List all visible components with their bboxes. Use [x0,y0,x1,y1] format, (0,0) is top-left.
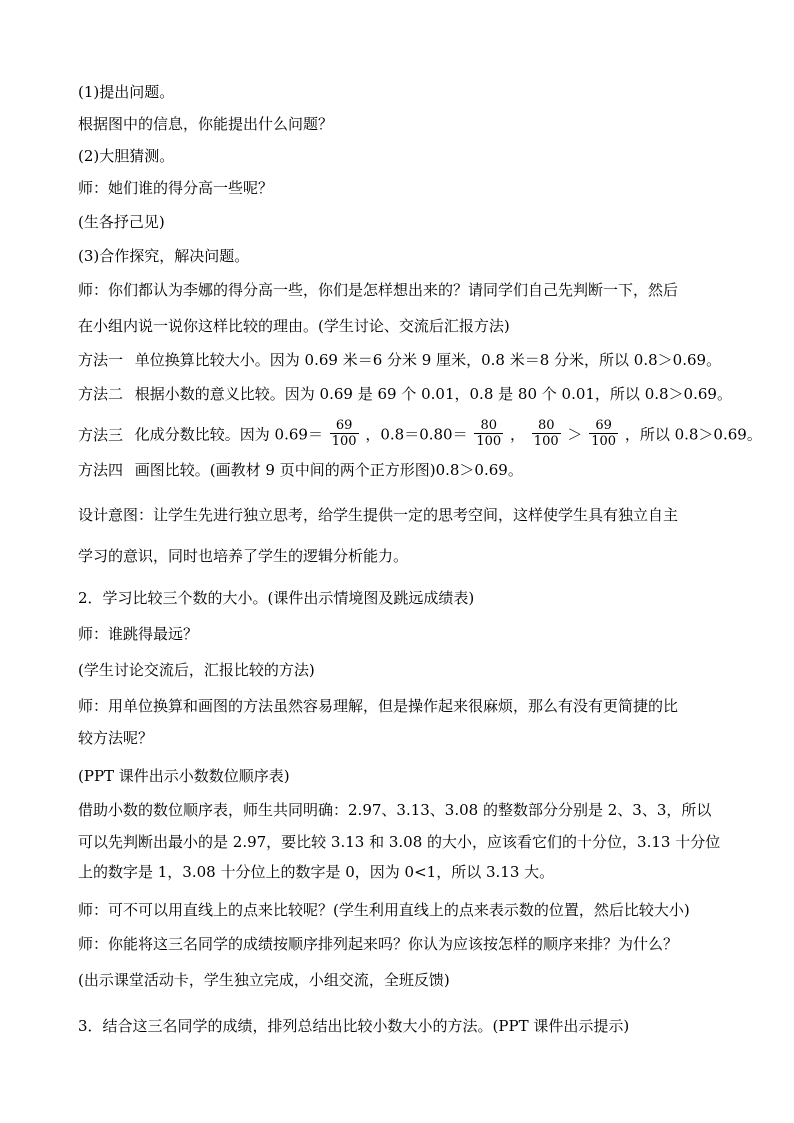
text-line: 2．学习比较三个数的大小。(课件出示情境图及跳远成绩表) [78,589,475,607]
fraction [474,418,503,449]
fraction-denominator: 100 [476,434,502,449]
method-one [78,350,721,370]
text-line: 师：谁跳得最远？ [78,625,199,643]
text-line: (2)大胆猜测。 [78,147,175,165]
method-label: 方法三 [78,425,124,444]
text-line: (PPT 课件出示小数数位顺序表) [78,767,290,785]
fraction-denominator: 100 [331,434,357,449]
greater-than-sign: ＞ [567,425,583,444]
method-two [78,384,732,404]
text-line: 设计意图：让学生先进行独立思考，给学生提供一定的思考空间，这样使学生具有独立自主 [78,506,679,524]
method-text: ， [510,425,526,444]
method-text: 根据小数的意义比较。因为 0.69 是 69 个 0.01，0.8 是 80 个 0.01，所以 0.8＞0.69。 [134,385,732,403]
method-text: ，所以 0.8＞0.69。 [624,425,762,444]
text-line: 师：可不可以用直线上的点来比较呢？(学生利用直线上的点来表示数的位置，然后比较大小) [78,901,690,919]
fraction-numerator: 69 [330,418,359,434]
text-line: 较方法呢？ [78,729,154,747]
text-line: (学生讨论交流后，汇报比较的方法) [78,661,315,679]
fraction [589,418,618,449]
text-line: 借助小数的数位顺序表，师生共同明确：2.97、3.13、3.08 的整数部分分别是 2、3、3，所以 [78,801,712,819]
text-line: 根据图中的信息，你能提出什么问题？ [78,115,334,133]
text-line: 上的数字是 1，3.08 十分位上的数字是 0，因为 0<1，所以 3.13 大。 [78,863,555,881]
fraction-denominator: 100 [533,434,559,449]
text-line: 师：她们谁的得分高一些呢？ [78,179,274,197]
text-line: (生各抒己见) [78,213,165,231]
fraction-numerator: 80 [532,418,561,434]
text-line: 学习的意识，同时也培养了学生的逻辑分析能力。 [78,547,409,565]
text-line: 可以先判断出最小的是 2.97，要比较 3.13 和 3.08 的大小，应该看它们的十分位，3.13 十分位 [78,833,721,851]
text-line: 师：你能将这三名同学的成绩按顺序排列起来吗？你认为应该按怎样的顺序来排？为什么？ [78,935,679,953]
method-text: 画图比较。(画教材 9 页中间的两个正方形图)0.8＞0.69。 [134,461,523,479]
fraction-numerator: 69 [589,418,618,434]
method-text: 化成分数比较。因为 0.69＝ [134,425,323,444]
text-line: (1)提出问题。 [78,83,175,101]
fraction-numerator: 80 [474,418,503,434]
text-line: 师：你们都认为李娜的得分高一些，你们是怎样想出来的？请同学们自己先判断一下，然后 [78,281,679,299]
method-four [78,460,523,480]
fraction-denominator: 100 [591,434,617,449]
fraction [330,418,359,449]
text-line: 3．结合这三名同学的成绩，排列总结出比较小数大小的方法。(PPT 课件出示提示) [78,1017,630,1035]
method-label: 方法一 [78,351,124,369]
method-text: 单位换算比较大小。因为 0.69 米＝6 分米 9 厘米，0.8 米＝8 分米，所以 0.8＞0.69。 [134,351,722,369]
method-label: 方法二 [78,385,124,403]
method-three [78,420,762,451]
fraction [532,418,561,449]
text-line: (出示课堂活动卡，学生独立完成，小组交流，全班反馈) [78,971,450,989]
text-line: (3)合作探究，解决问题。 [78,247,250,265]
method-label: 方法四 [78,461,124,479]
text-line: 师：用单位换算和画图的方法虽然容易理解，但是操作起来很麻烦，那么有没有更简捷的比 [78,697,679,715]
text-line: 在小组内说一说你这样比较的理由。(学生讨论、交流后汇报方法) [78,317,510,335]
method-text: ，0.8＝0.80＝ [365,425,468,444]
